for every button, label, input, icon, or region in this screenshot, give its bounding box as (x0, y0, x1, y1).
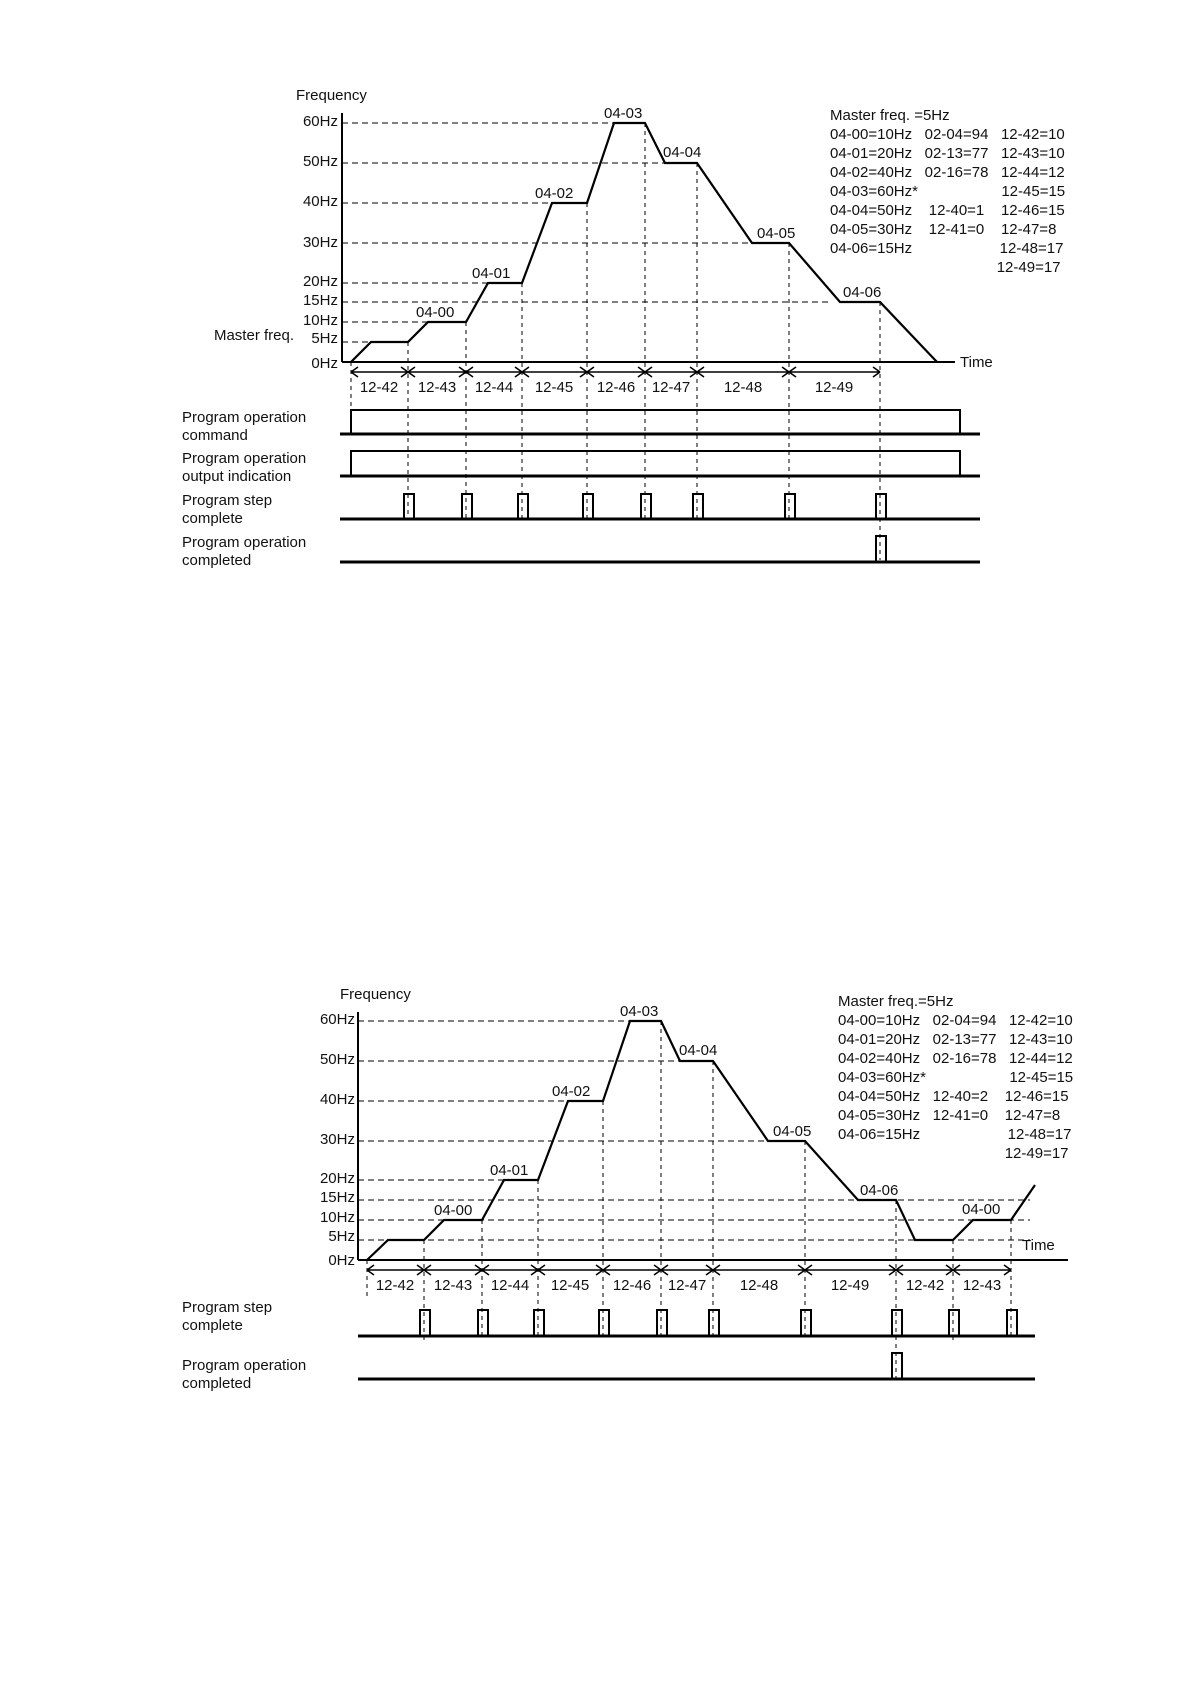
step-label-04-06: 04-06 (843, 284, 882, 301)
step-label-04-06: 04-06 (860, 1182, 899, 1199)
step-label-04-05: 04-05 (757, 225, 796, 242)
segment-arrow-7 (697, 367, 789, 377)
y-axis-title: Frequency (296, 87, 367, 104)
master-freq-label: Master freq. (213, 327, 294, 344)
segment-arrow-4 (538, 1265, 603, 1275)
segment-arrow-10 (953, 1265, 1011, 1275)
y-tick-30: 30Hz (319, 1131, 355, 1148)
param-line: 04-06=15Hz 12-48=17 (830, 240, 1064, 257)
param-line: 12-49=17 (830, 259, 1061, 276)
y-tick-0: 0Hz (311, 355, 338, 372)
y-tick-20: 20Hz (319, 1170, 355, 1187)
y-tick-20: 20Hz (302, 273, 338, 290)
segment-label: 12-43 (433, 1277, 473, 1294)
segment-label: 12-49 (830, 1277, 870, 1294)
signal-label: Program operation (182, 1357, 307, 1374)
y-tick-15: 15Hz (319, 1189, 355, 1206)
step-label-04-01: 04-01 (490, 1162, 529, 1179)
segment-label: 12-49 (814, 379, 854, 396)
step-pulse (1007, 1310, 1017, 1336)
segment-arrow-3 (466, 367, 522, 377)
x-axis-title: Time (1022, 1237, 1055, 1254)
y-tick-10: 10Hz (302, 312, 338, 329)
step-label-04-02: 04-02 (552, 1083, 591, 1100)
program-step-complete-pulses (420, 1310, 1017, 1336)
segment-label: 12-48 (723, 379, 763, 396)
param-line: Master freq.=5Hz (838, 993, 954, 1010)
segment-arrow-8 (789, 367, 880, 377)
parameter-block (830, 107, 1065, 276)
segment-arrow-5 (587, 367, 645, 377)
param-line: 04-04=50Hz 12-40=2 12-46=15 (838, 1088, 1069, 1105)
segment-arrow-1 (367, 1265, 424, 1275)
y-tick-60: 60Hz (302, 113, 338, 130)
segment-label: 12-46 (612, 1277, 652, 1294)
param-line: Master freq. =5Hz (830, 107, 950, 124)
segment-label: 12-42 (375, 1277, 415, 1294)
param-line: 04-04=50Hz 12-40=1 12-46=15 (830, 202, 1065, 219)
segment-arrow-8 (805, 1265, 896, 1275)
step-label-04-04: 04-04 (663, 144, 702, 161)
y-tick-40: 40Hz (319, 1091, 355, 1108)
segment-arrow-2 (408, 367, 466, 377)
signal-label: completed (182, 552, 252, 569)
segment-label: 12-47 (667, 1277, 707, 1294)
segment-arrow-6 (661, 1265, 713, 1275)
segment-arrow-7 (713, 1265, 805, 1275)
step-label-04-03: 04-03 (604, 105, 643, 122)
y-tick-50: 50Hz (302, 153, 338, 170)
param-line: 04-05=30Hz 12-41=0 12-47=8 (830, 221, 1057, 238)
param-line: 04-02=40Hz 02-16=78 12-44=12 (838, 1050, 1073, 1067)
segment-arrow-5 (603, 1265, 661, 1275)
step-label-04-01: 04-01 (472, 265, 511, 282)
step-pulse (420, 1310, 430, 1336)
y-tick-60: 60Hz (319, 1011, 355, 1028)
step-pulse (462, 494, 472, 519)
program-operation-command-signal (340, 410, 960, 434)
step-pulse (785, 494, 795, 519)
step-label-04-05: 04-05 (773, 1123, 812, 1140)
y-tick-5: 5Hz (328, 1228, 355, 1245)
segment-arrow-1 (351, 367, 408, 377)
signal-label: completed (182, 1375, 252, 1392)
segment-arrow-2 (424, 1265, 482, 1275)
segment-label: 12-48 (739, 1277, 779, 1294)
segment-label: 12-42 (359, 379, 399, 396)
param-line: 04-01=20Hz 02-13=77 12-43=10 (838, 1031, 1073, 1048)
step-pulse (478, 1310, 488, 1336)
program-operation-output-signal (340, 451, 960, 476)
param-line: 04-01=20Hz 02-13=77 12-43=10 (830, 145, 1065, 162)
y-tick-10: 10Hz (319, 1209, 355, 1226)
step-label-04-02: 04-02 (535, 185, 574, 202)
signal-label: command (182, 427, 248, 444)
y-tick-50: 50Hz (319, 1051, 355, 1068)
param-line: 04-00=10Hz 02-04=94 12-42=10 (838, 1012, 1073, 1029)
param-line: 12-49=17 (838, 1145, 1069, 1162)
program-completed-pulse (892, 1353, 902, 1379)
step-pulse (583, 494, 593, 519)
signal-label: Program step (182, 1299, 273, 1316)
param-line: 04-06=15Hz 12-48=17 (838, 1126, 1072, 1143)
diagram-2 (182, 986, 1073, 1392)
step-label-04-00: 04-00 (434, 1202, 473, 1219)
step-pulse (518, 494, 528, 519)
segment-label: 12-44 (490, 1277, 530, 1294)
step-pulse (949, 1310, 959, 1336)
step-pulse (599, 1310, 609, 1336)
step-pulse (657, 1310, 667, 1336)
y-tick-15: 15Hz (302, 292, 338, 309)
y-tick-30: 30Hz (302, 234, 338, 251)
signal-label: output indication (182, 468, 292, 485)
signal-label: complete (182, 1317, 243, 1334)
parameter-block (838, 993, 1073, 1162)
step-pulse (892, 1310, 902, 1336)
segment-label: 12-45 (534, 379, 574, 396)
param-line: 04-05=30Hz 12-41=0 12-47=8 (838, 1107, 1061, 1124)
segment-label: 12-45 (550, 1277, 590, 1294)
segment-arrows (367, 1265, 1011, 1275)
segment-arrows (351, 367, 880, 377)
step-pulse (534, 1310, 544, 1336)
signal-label: Program step (182, 492, 273, 509)
segment-arrow-6 (645, 367, 697, 377)
param-line: 04-03=60Hz* 12-45=15 (830, 183, 1066, 200)
step-label-04-03: 04-03 (620, 1003, 659, 1020)
program-completed-pulse (876, 536, 886, 562)
y-axis-title: Frequency (340, 986, 411, 1003)
segment-label: 12-43 (417, 379, 457, 396)
signal-label: Program operation (182, 534, 307, 551)
diagram-1 (182, 87, 1065, 569)
signal-label: complete (182, 510, 243, 527)
segment-arrow-4 (522, 367, 587, 377)
step-label-04-00-repeat: 04-00 (962, 1201, 1001, 1218)
signal-label: Program operation (182, 409, 307, 426)
param-line: 04-00=10Hz 02-04=94 12-42=10 (830, 126, 1065, 143)
step-pulse (404, 494, 414, 519)
signal-label: Program operation (182, 450, 307, 467)
y-tick-0: 0Hz (328, 1252, 355, 1269)
step-pulse (801, 1310, 811, 1336)
step-label-04-00: 04-00 (416, 304, 455, 321)
step-label-04-04: 04-04 (679, 1042, 718, 1059)
step-pulse (693, 494, 703, 519)
segment-arrow-3 (482, 1265, 538, 1275)
step-pulse (876, 494, 886, 519)
step-pulse (641, 494, 651, 519)
x-axis-title: Time (960, 354, 993, 371)
segment-label: 12-46 (596, 379, 636, 396)
param-line: 04-03=60Hz* 12-45=15 (838, 1069, 1074, 1086)
segment-label: 12-44 (474, 379, 514, 396)
param-line: 04-02=40Hz 02-16=78 12-44=12 (830, 164, 1065, 181)
segment-label: 12-42 (905, 1277, 945, 1294)
step-pulse (709, 1310, 719, 1336)
segment-label: 12-43 (962, 1277, 1002, 1294)
y-tick-40: 40Hz (302, 193, 338, 210)
y-tick-5: 5Hz (311, 330, 338, 347)
segment-label: 12-47 (651, 379, 691, 396)
segment-arrow-9 (896, 1265, 953, 1275)
